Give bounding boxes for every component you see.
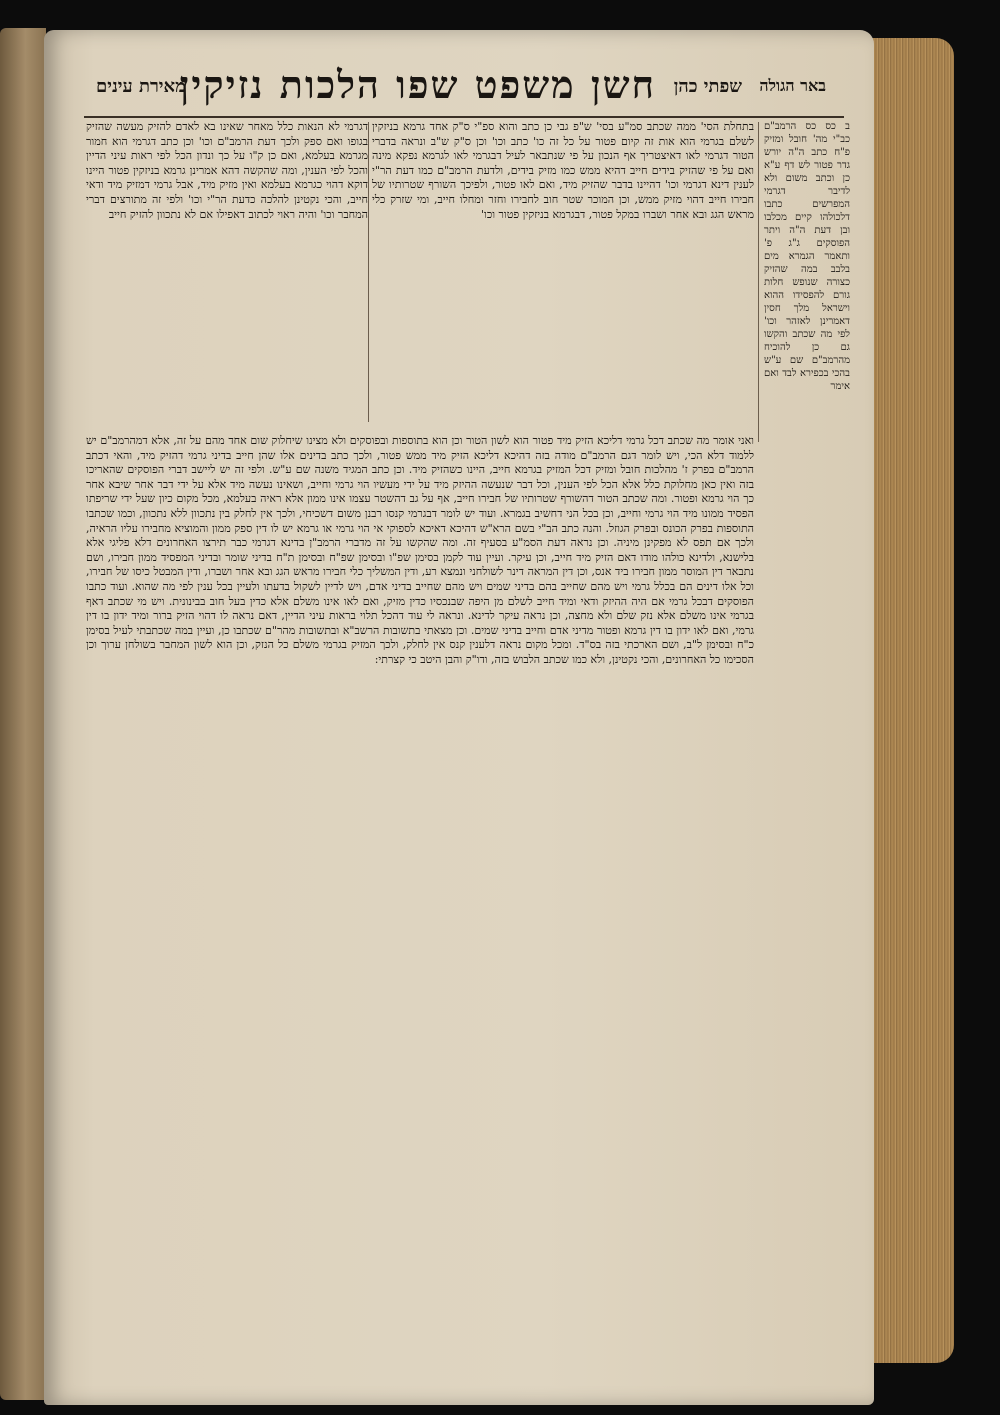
running-head-right: באר הגולה — [759, 76, 826, 95]
margin-text: ב כס כס הרמב"ם כב"י מה' חובל ומזיק פ"ח כתב ה"ה יורש גדר פטור לש דף ע"א כן וכתב משום ולא לדיבר דגרמי המפרשים כתבו דלכולהו קיים מכלבו ובן דעת ה"ה ויתר הפוסקים ג"ג פ' ותאמר הגמרא מים בלבב במה שהזיק כצורה שנופש חלות גורם להפסידו ההוא וישראל מלך חסין דאמרינן לאזהר וכו' לפי מה שכתב והקשו גם כן להוכיח מהרמב"ם שם ע"ש בהכי בכפירא לבד ואם אימר — [764, 121, 850, 392]
column-divider — [758, 122, 759, 442]
running-head-inner: שפתי כהן — [673, 76, 742, 97]
page-title: חשן משפט שפו הלכות נזיקין — [179, 62, 656, 107]
siftei-kohen-text: בתחלת הסי' ממה שכתב סמ"ע בסי' ש"פ גבי כן כתב והוא ספ"י ס"ק אחד גרמא בניזקין לשלם בגרמי הוא אות זה קיום פטור על כל זה כו' כתב וכו' וכן ס"ק ש"ב ונראה בדברי הטור דגרמי לאו דאיצטריך אף הנכון על פי שנתבאר לעיל דבגרמי לאו לגרמא נפקא מינה ואם על פי שהזיק בידים חייב דהיא ממש כמו מזיק בידים, ולדעת הרמב"ם כמו דעת הר"י לענין דינא דגרמי וכו' דהיינו בדבר שהזיק מיד, ואם לאו פטור, ולפיכך השורף שטרותיו של חבירו חייב דהוי מזיק ממש, וכן המוכר שטר חוב לחבירו וחזר ומחלו חייב, ומי שזרק כלי מראש הגג ובא אחר ושברו במקל פטור, דבגרמא בניזקין פטור וכו' — [372, 120, 754, 221]
siftei-kohen-column — [372, 120, 754, 432]
column-divider — [368, 122, 369, 422]
meirat-einayim-text: דגרמי לא הנאות כלל מאחר שאינו בא לאדם להזיק מעשה שהזיק בגופו ואם ספק ולכך דעת הרמב"ם וכו' וכן כתב דגרמי הוא חמור מגרמא בעלמא, ואם כן ק"ו על כך ונדון הכל לפי ראות עיני הדיין והכל לפי הענין, ומה שהקשה דהא אמרינן גרמא בניזקין פטור היינו דוקא דהוי כגרמא בעלמא ואין מזיק מיד, אבל גרמי דמזיק מיד ודאי חייב, והכי נקטינן להלכה כדעת הר"י וכו' ולפי זה מתורצים דברי המחבר וכו' והיה ראוי לכתוב דאפילו אם לא נתכוון להזיק חייב — [86, 120, 368, 221]
book-fore-edge — [866, 38, 954, 1363]
running-head — [96, 62, 826, 122]
facing-page-edge — [0, 28, 46, 1400]
running-head-left: מאירת עינים — [96, 76, 186, 97]
main-commentary-column — [86, 434, 754, 1292]
margin-column — [764, 120, 850, 1040]
main-commentary-text: ואני אומר מה שכתב דכל גרמי דליכא הזיק מיד פטור הוא לשון הטור וכן הוא בתוספות ובפוסקים ולא מצינו שיחלוק שום אחד מהם על זה, אלא דמהרמב"ם יש ללמוד דלא הכי, ויש לומר דגם הרמב"ם מודה בזה דהיכא דליכא הזיק מיד ממש פטור, ולכך כתב בדינים אלו שהן חייב בדיני גרמי דהזיק מיד, והאי דכתב הרמב"ם בפרק ז' מהלכות חובל ומזיק דכל המזיק בגרמא חייב, היינו כשהזיק מיד. וכן כתב המגיד משנה שם ע"ש. ולפי זה יש ליישב דברי הפוסקים שהאריכו בזה ואין כאן מחלוקת כלל אלא הכל לפי הענין, וכל דבר שנעשה ההיזק מיד על ידי מעשיו הוי גרמי וחייב, ושאינו נעשה מיד אלא על ידי דבר אחר שיבא אחר כך הוי גרמא ופטור. ומה שכתב הטור דהשורף שטרותיו של חבירו חייב, אף על גב דהשטר עצמו אינו ממון אלא ראיה בעלמא, מכל מקום כיון שעל ידי שריפתו הפסיד ממונו מיד הוי גרמי וחייב, וכן בכל הני דחשיב בגמרא. ועוד יש לומר דבגרמי קנסו רבנן משום דשכיחי, ולכך אין לחלק בין נתכוון ללא נתכוון, וכמו שכתבו התוספות בפרק הכונס ובפרק הגוזל. והנה כתב הב"י בשם הרא"ש דהיכא דאיכא לספוקי אי הוי גרמי או גרמא יש לו דין ספק ממון והמוציא מחבירו עליו הראיה, ולכך אם תפס לא מפקינן מיניה. וכן נראה דעת הסמ"ע בסעיף זה. ומה שהקשו על זה מדברי הרמב"ן בדינא דגרמי כבר תירצו האחרונים דלא פליגי אלא בלישנא, ולדינא כולהו מודו דאם הזיק מיד חייב, וכן עיקר. ועיין עוד לקמן בסימן שפ"ו ובסימן שפ"ח ובסימן ת"ח בדיני שומר ובדיני המפסיד ממון חבירו, ושם נתבאר דין המוסר ממון חבירו ביד אנס, וכן דין המראה דינר לשולחני ונמצא רע, ודין המשליך כלי חבירו מראש הגג ובא אחר ושברו, ודין המבטל כיסו של חבירו, וכל אלו דינים הם בכלל גרמי ויש מהם שחייב בהם בדיני שמים ויש מהם שחייב בדיני אדם, ויש לדיין לשקול בדעתו ולעיין בכל ענין לפי מה שהוא. ועוד כתבו הפוסקים דבכל גרמי אם היה ההיזק ודאי ומיד חייב לשלם מן היפה שבנכסיו כדין מזיק, ואם לאו אינו משלם אלא כדין בעל חוב בבינונית. ויש מי שכתב דאף בגרמי אינו משלם אלא נזק שלם ולא מחצה, וכן נראה עיקר לדינא. ונראה לי עוד דהכל תלוי בראות עיני הדיין, דאם נראה לו דהוי הזיק ברור ומיד ידון בו דין גרמי, ואם לאו ידון בו דין גרמא ופטור מדיני אדם וחייב בדיני שמים. וכן מצאתי בתשובות הרשב"א ובתשובות מהר"ם שכתבו כן, ועיין במה שכתבתי לעיל בסימן כ"ח ובסימן ל"ב, ושם הארכתי בזה בס"ד. ומכל מקום נראה דלענין קנס אין לחלק, ולכך המזיק בגרמי משלם כל הנזק, וכן הוא לשון המחבר בשולחן ערוך וכן הסכימו כל האחרונים, והכי נקטינן, ולא כמו שכתב הלבוש בזה, ודו"ק והבן היטב כי קצרתי: — [86, 434, 754, 666]
meirat-einayim-column — [86, 120, 368, 392]
header-rule — [84, 116, 844, 118]
